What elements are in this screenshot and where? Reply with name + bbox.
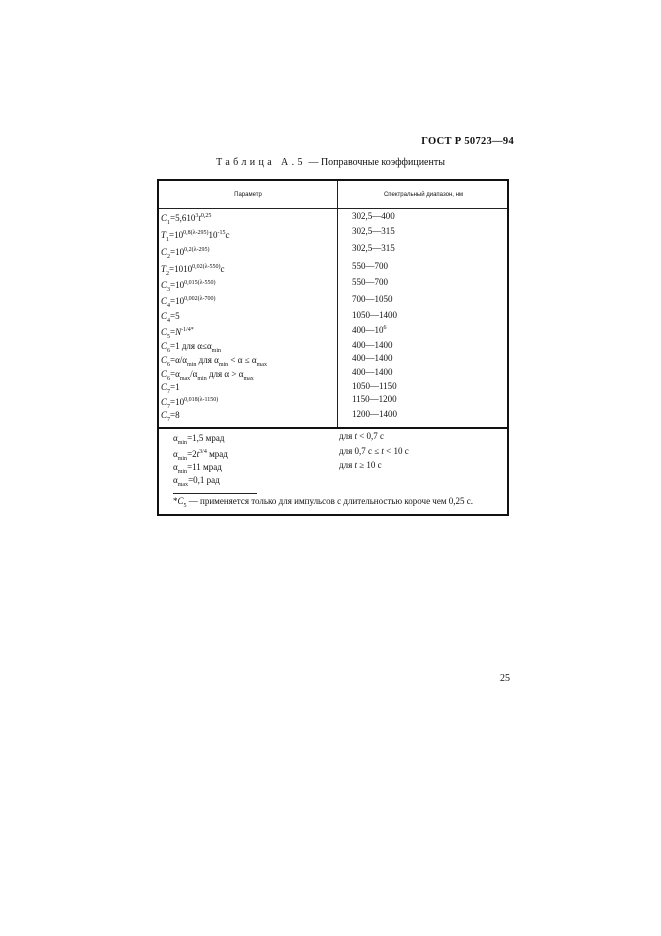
row-range: 302,5—315 [352,226,395,236]
note-alpha-min-2: $\alpha_{min}=2t^{3/4}$ мрад [173,449,228,462]
footnote: $*C_5$ — применяется только для импульсов с длительностью короче чем 0,25 с. [173,496,474,509]
row-param: $T_1=10^{0,8(\lambda-295)}10^{-15}c$ [161,230,230,243]
page-number: 25 [500,673,510,684]
header-spectral-range: Спектральный диапазон, нм [383,192,464,198]
notes-divider [159,427,507,429]
note-condition-1: для t < 0,7 с [339,431,385,441]
row-param: $C_7=8$ [161,410,180,423]
document-number: ГОСТ Р 50723—94 [421,136,514,147]
row-range: 1050—1150 [352,381,397,391]
correction-factors-table [157,179,509,516]
row-range: 400—1400 [352,367,393,377]
row-range: $400—10^6$ [352,325,387,335]
row-range: 400—1400 [352,353,393,363]
row-param: $C_7=1$ [161,382,180,395]
column-divider [337,181,338,429]
row-range: 1050—1400 [352,310,397,320]
row-param: $T_2=1010^{0,02(\lambda-550)}c$ [161,264,225,277]
note-alpha-min-3: $\alpha_{min}=11$ мрад [173,462,222,475]
table-caption-label: Таблица А.5 [216,157,306,168]
row-param: $C_4=5$ [161,311,180,324]
footnote-rule [173,493,257,494]
row-param: $C_3=10^{0,015(\lambda-550)}$ [161,280,216,293]
row-param: $C_6=\alpha_{max}/\alpha_{min}$ для $\alpha > \alpha_{max}$ [161,369,254,382]
row-range: 302,5—400 [352,211,395,221]
note-condition-3: для t ≥ 10 с [339,460,382,470]
table-caption [0,157,661,168]
row-range: 1150—1200 [352,394,397,404]
row-param: $C_6=1$ для $\alpha\le\alpha_{min}$ [161,341,222,354]
row-range: 302,5—315 [352,243,395,253]
row-param: $C_1=5,610^3t^{0,25}$ [161,213,212,226]
row-param: $C_6=\alpha/\alpha_{min}$ для $\alpha_{min} < \alpha \le \alpha_{max}$ [161,355,267,368]
note-alpha-min-1: $\alpha_{min}=1,5$ мрад [173,433,225,446]
row-param: $C_5=N^{-1/4*}$ [161,327,194,340]
row-range: 550—700 [352,277,388,287]
row-param: $C_7=10^{0,018(\lambda-1150)}$ [161,397,219,410]
header-divider [159,208,507,209]
note-alpha-max: $\alpha_{max}=0,1$ рад [173,475,220,488]
table-caption-text: — Поправочные коэффициенты [305,157,445,168]
row-range: 700—1050 [352,294,393,304]
row-range: 400—1400 [352,340,393,350]
row-param: $C_4=10^{0,002(\lambda-700)}$ [161,296,216,309]
note-condition-2: для 0,7 с ≤ t < 10 с [339,446,409,456]
row-param: $C_2=10^{0,2(\lambda-295)}$ [161,247,210,260]
row-range: 550—700 [352,261,388,271]
header-parameter: Параметр [234,192,262,198]
row-range: 1200—1400 [352,409,397,419]
